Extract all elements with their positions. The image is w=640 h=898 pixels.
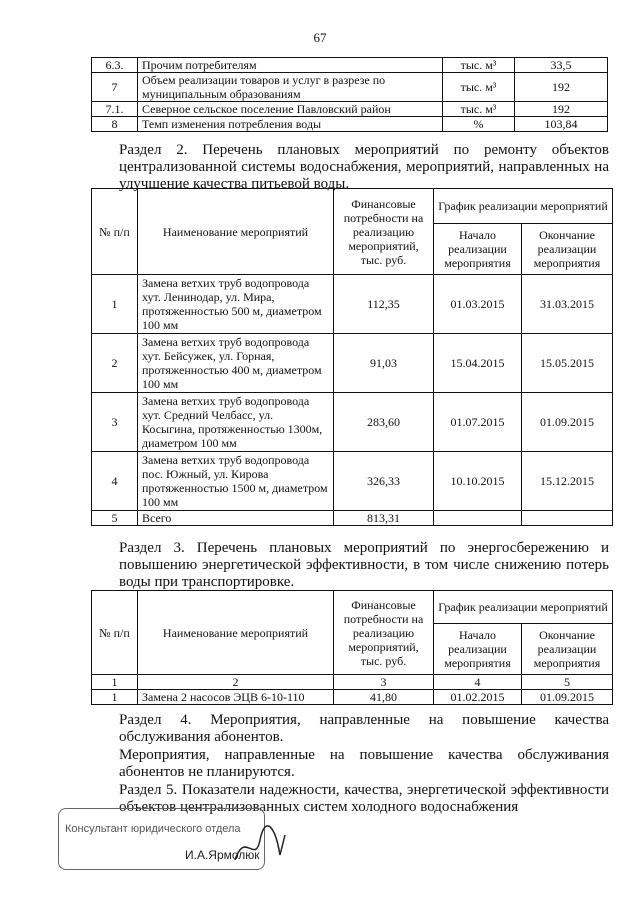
total-cost: 813,31 (334, 511, 434, 526)
header-name: Наименование мероприятий (138, 189, 334, 275)
total-number: 5 (92, 511, 138, 526)
row-end: 01.09.2015 (522, 690, 613, 705)
row-value: 192 (515, 73, 608, 102)
row-cost: 91,03 (334, 334, 434, 393)
row-start: 01.07.2015 (434, 393, 522, 452)
stamp-text: Консультант юридического отдела (65, 823, 241, 835)
row-name: Замена 2 насосов ЭЦВ 6-10-110 (138, 690, 334, 705)
table-row (92, 275, 613, 334)
row-end: 15.05.2015 (522, 334, 613, 393)
row-end: 31.03.2015 (522, 275, 613, 334)
index-cell: 4 (434, 675, 522, 690)
row-number: 8 (92, 117, 138, 132)
row-number: 7.1. (92, 102, 138, 117)
row-number: 3 (92, 393, 138, 452)
table-row (92, 393, 613, 452)
table-row (92, 690, 613, 705)
row-start: 10.10.2015 (434, 452, 522, 511)
row-start: 01.02.2015 (434, 690, 522, 705)
index-cell: 5 (522, 675, 613, 690)
table-row (92, 102, 608, 117)
index-cell: 1 (92, 675, 138, 690)
row-cost: 112,35 (334, 275, 434, 334)
header-schedule: График реализации мероприятий (434, 591, 613, 624)
row-value: 192 (515, 102, 608, 117)
row-number: 2 (92, 334, 138, 393)
table-row (92, 334, 613, 393)
row-number: 7 (92, 73, 138, 102)
row-name: Северное сельское поселение Павловский район (138, 102, 443, 117)
section-3-heading: Раздел 3. Перечень плановых мероприятий по энергосбережению и повышению энергетической эффективности, в том числе снижению потерь воды при транспортировке. (119, 540, 609, 590)
energy-measures-table (91, 590, 613, 705)
table-row (92, 117, 608, 132)
signature-mark (230, 820, 290, 870)
repair-measures-table (91, 188, 613, 526)
consumption-table (91, 57, 608, 132)
row-start: 15.04.2015 (434, 334, 522, 393)
row-number: 1 (92, 690, 138, 705)
header-start: Начало реализации мероприятия (434, 224, 522, 275)
row-end: 15.12.2015 (522, 452, 613, 511)
table-header-row (92, 591, 613, 624)
row-unit: тыс. м³ (443, 73, 515, 102)
row-name: Темп изменения потребления воды (138, 117, 443, 132)
row-start: 01.03.2015 (434, 275, 522, 334)
section-4-body: Мероприятия, направленные на повышение качества обслуживания абонентов не планируются. (119, 747, 609, 780)
row-end: 01.09.2015 (522, 393, 613, 452)
row-name: Объем реализации товаров и услуг в разрезе по муниципальным образованиям (138, 73, 443, 102)
row-number: 4 (92, 452, 138, 511)
table-header-row (92, 189, 613, 224)
signer-name: И.А.Ярмолюк (185, 848, 260, 862)
header-num: № п/п (92, 189, 138, 275)
section-2-heading: Раздел 2. Перечень плановых мероприятий по ремонту объектов централизованной системы водоснабжения, мероприятий, направленных на улучшение качества питьевой воды. (119, 142, 609, 192)
row-name: Замена ветхих труб водопровода хут. Средний Челбасс, ул. Косыгина, протяженностью 1300м, диаметром 100 мм (138, 393, 334, 452)
table-row (92, 452, 613, 511)
row-unit: % (443, 117, 515, 132)
header-finance: Финансовые потребности на реализацию мероприятий, тыс. руб. (334, 591, 434, 675)
table-total-row (92, 511, 613, 526)
row-value: 103,84 (515, 117, 608, 132)
row-name: Замена ветхих труб водопровода хут. Бейсужек, ул. Горная, протяженностью 400 м, диаметром 100 мм (138, 334, 334, 393)
row-number: 1 (92, 275, 138, 334)
header-schedule: График реализации мероприятий (434, 189, 613, 224)
row-name: Замена ветхих труб водопровода хут. Ленинодар, ул. Мира, протяженностью 500 м, диаметром 100 мм (138, 275, 334, 334)
table-index-row (92, 675, 613, 690)
header-name: Наименование мероприятий (138, 591, 334, 675)
row-number: 6.3. (92, 58, 138, 73)
header-end: Окончание реализации мероприятия (522, 624, 613, 675)
table-row (92, 58, 608, 73)
row-value: 33,5 (515, 58, 608, 73)
page-number: 67 (313, 30, 327, 45)
row-cost: 326,33 (334, 452, 434, 511)
table-row (92, 73, 608, 102)
row-name: Прочим потребителям (138, 58, 443, 73)
header-num: № п/п (92, 591, 138, 675)
header-start: Начало реализации мероприятия (434, 624, 522, 675)
header-finance: Финансовые потребности на реализацию мероприятий, тыс. руб. (334, 189, 434, 275)
row-cost: 41,80 (334, 690, 434, 705)
index-cell: 3 (334, 675, 434, 690)
row-cost: 283,60 (334, 393, 434, 452)
total-label: Всего (138, 511, 334, 526)
row-unit: тыс. м³ (443, 102, 515, 117)
header-end: Окончание реализации мероприятия (522, 224, 613, 275)
row-unit: тыс. м³ (443, 58, 515, 73)
row-name: Замена ветхих труб водопровода пос. Южный, ул. Кирова протяженностью 1500 м, диаметром 100 мм (138, 452, 334, 511)
section-4-heading: Раздел 4. Мероприятия, направленные на повышение качества обслуживания абонентов. (119, 712, 609, 745)
section-5-heading: Раздел 5. Показатели надежности, качества, энергетической эффективности объектов централизованных систем холодного водоснабжения (119, 782, 609, 815)
index-cell: 2 (138, 675, 334, 690)
